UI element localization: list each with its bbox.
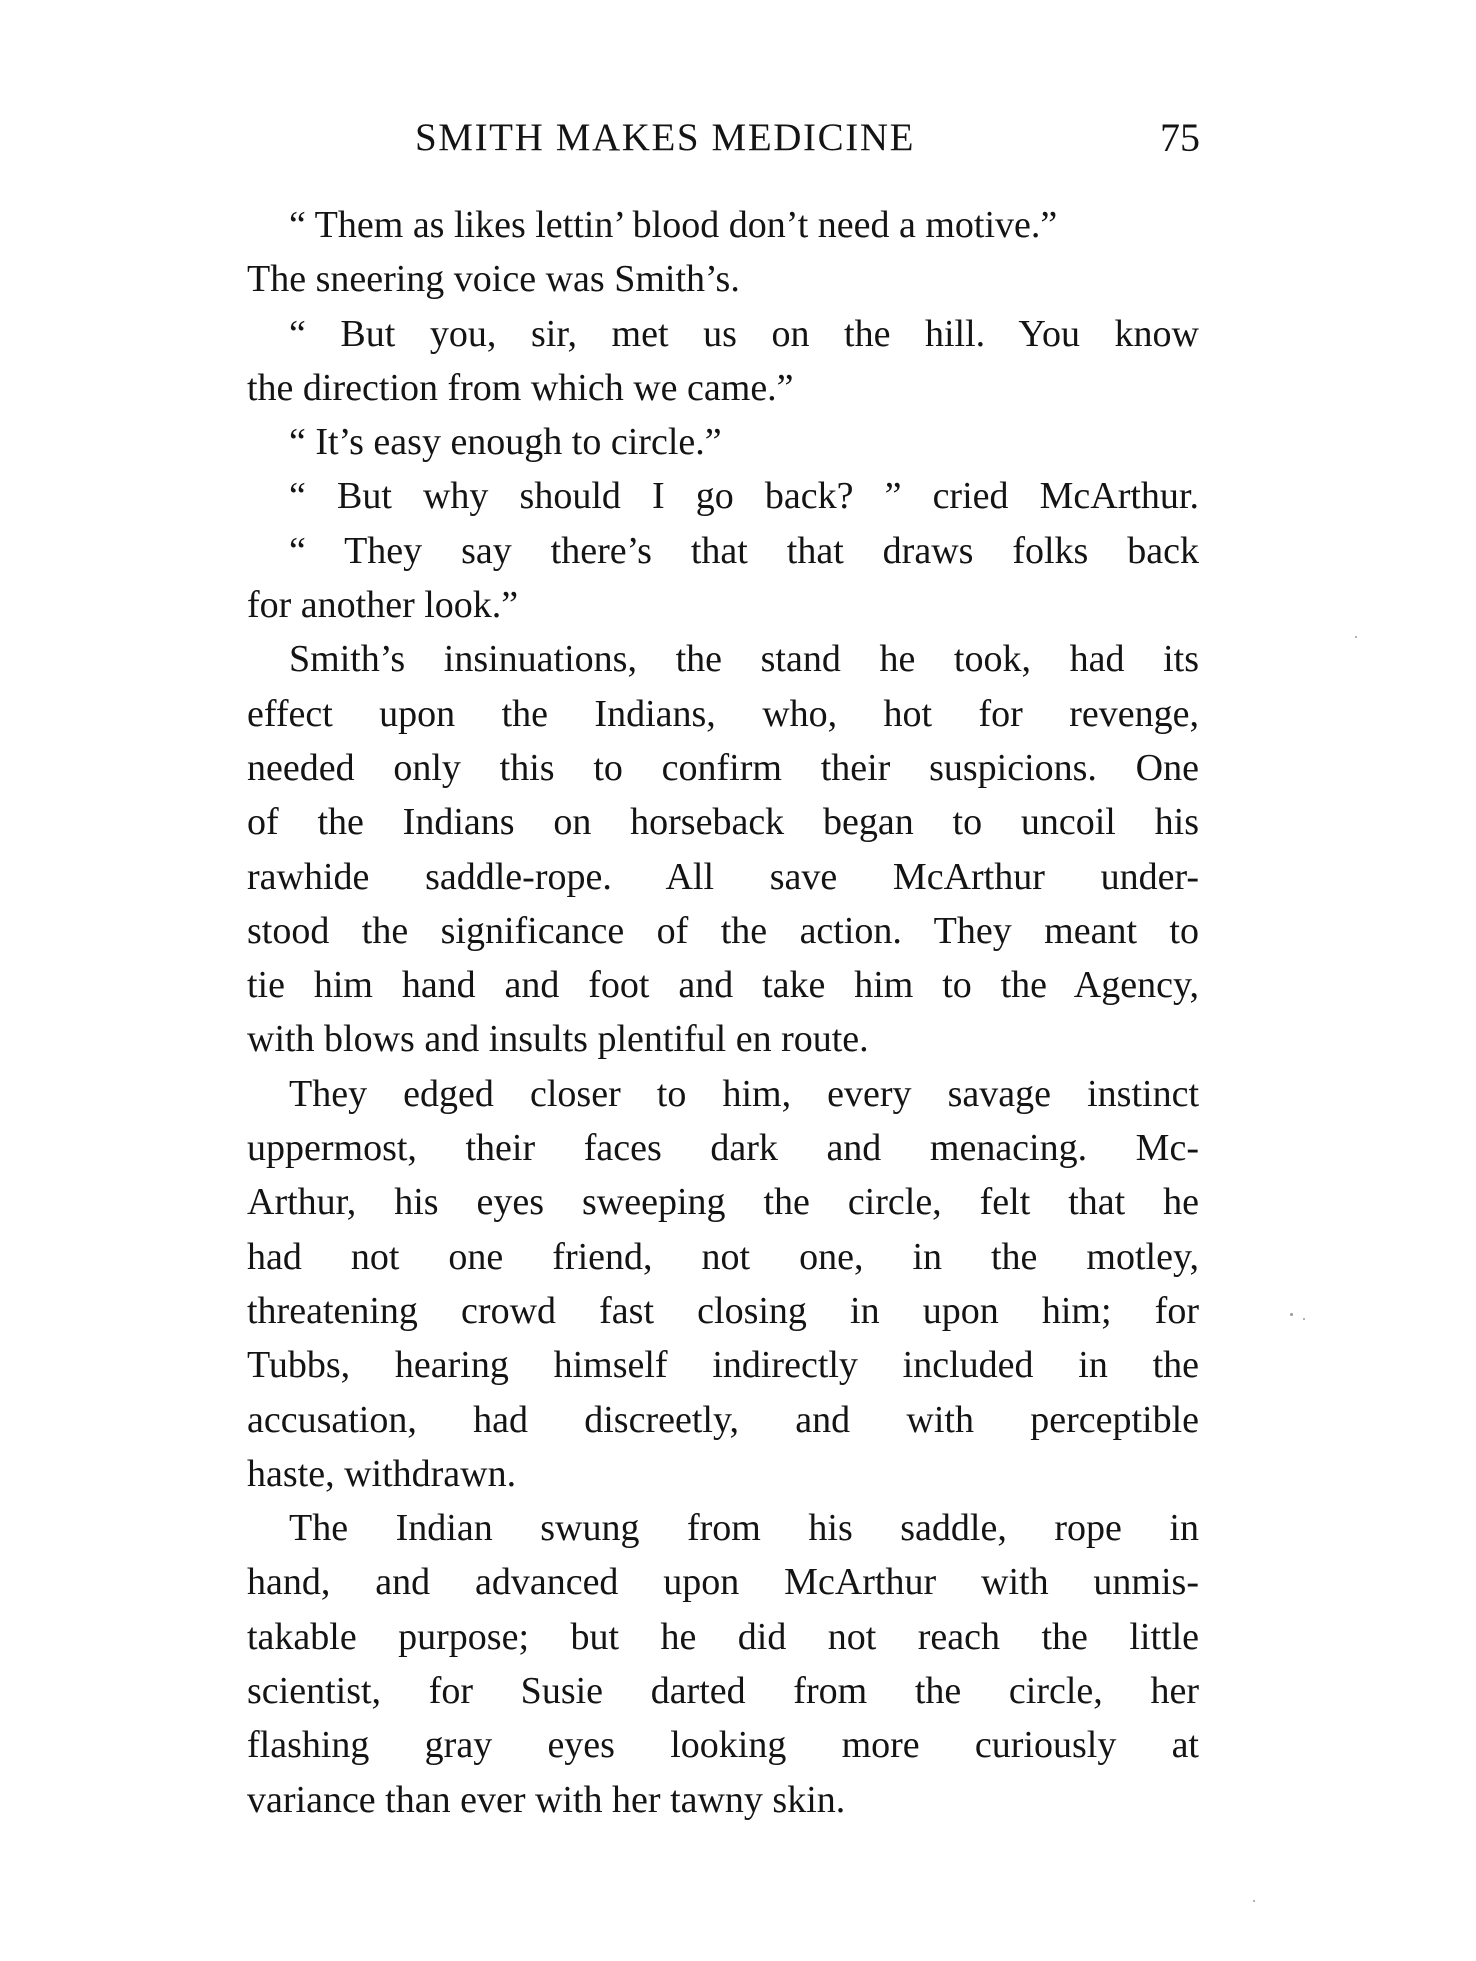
text-line: with blows and insults plentiful en route. [247, 1018, 869, 1061]
text-line: takable purpose; but he did not reach the little [247, 1615, 1199, 1658]
paper-speck [1303, 1318, 1305, 1320]
body-text [247, 198, 1199, 1827]
text-line: accusation, had discreetly, and with perceptible [247, 1398, 1199, 1441]
text-line: Arthur, his eyes sweeping the circle, felt that he [247, 1181, 1199, 1224]
text-line: of the Indians on horseback began to uncoil his [247, 801, 1199, 844]
text-line: “ But why should I go back? ” cried McArthur. [289, 475, 1199, 518]
text-line: haste, withdrawn. [247, 1452, 517, 1495]
text-line: The Indian swung from his saddle, rope in [289, 1507, 1199, 1550]
text-line: flashing gray eyes looking more curiously at [247, 1724, 1199, 1767]
text-line: They edged closer to him, every savage instinct [289, 1072, 1199, 1115]
text-line: “ They say there’s that that draws folks back [289, 529, 1199, 572]
text-line: rawhide saddle-rope. All save McArthur under- [247, 855, 1199, 898]
text-line: effect upon the Indians, who, hot for revenge, [247, 692, 1199, 735]
text-line: tie him hand and foot and take him to the Agency, [247, 964, 1199, 1007]
text-line: the direction from which we came.” [247, 366, 794, 409]
text-line: uppermost, their faces dark and menacing. Mc- [247, 1127, 1199, 1170]
text-line: variance than ever with her tawny skin. [247, 1778, 846, 1821]
text-line: Tubbs, hearing himself indirectly included in the [247, 1344, 1199, 1387]
page-number: 75 [1160, 115, 1200, 160]
text-line: had not one friend, not one, in the motley, [247, 1235, 1199, 1278]
text-line: needed only this to confirm their suspicions. One [247, 746, 1199, 789]
text-line: The sneering voice was Smith’s. [247, 258, 740, 301]
text-line: “ Them as likes lettin’ blood don’t need a motive.” [289, 204, 1058, 246]
text-line: threatening crowd fast closing in upon him; for [247, 1289, 1199, 1332]
text-line: “ It’s easy enough to circle.” [289, 421, 722, 464]
text-line: hand, and advanced upon McArthur with unmis- [247, 1561, 1199, 1604]
paper-speck [1290, 1313, 1293, 1316]
paper-speck [1355, 636, 1357, 638]
text-line: “ But you, sir, met us on the hill. You know [289, 312, 1199, 355]
running-title: SMITH MAKES MEDICINE [415, 116, 915, 159]
text-line: stood the significance of the action. They meant to [247, 909, 1199, 952]
text-line: scientist, for Susie darted from the circle, her [247, 1670, 1199, 1713]
text-line: for another look.” [247, 584, 519, 627]
running-head [415, 108, 1200, 168]
text-line: Smith’s insinuations, the stand he took, had its [289, 638, 1199, 681]
paper-speck [1253, 1900, 1255, 1902]
